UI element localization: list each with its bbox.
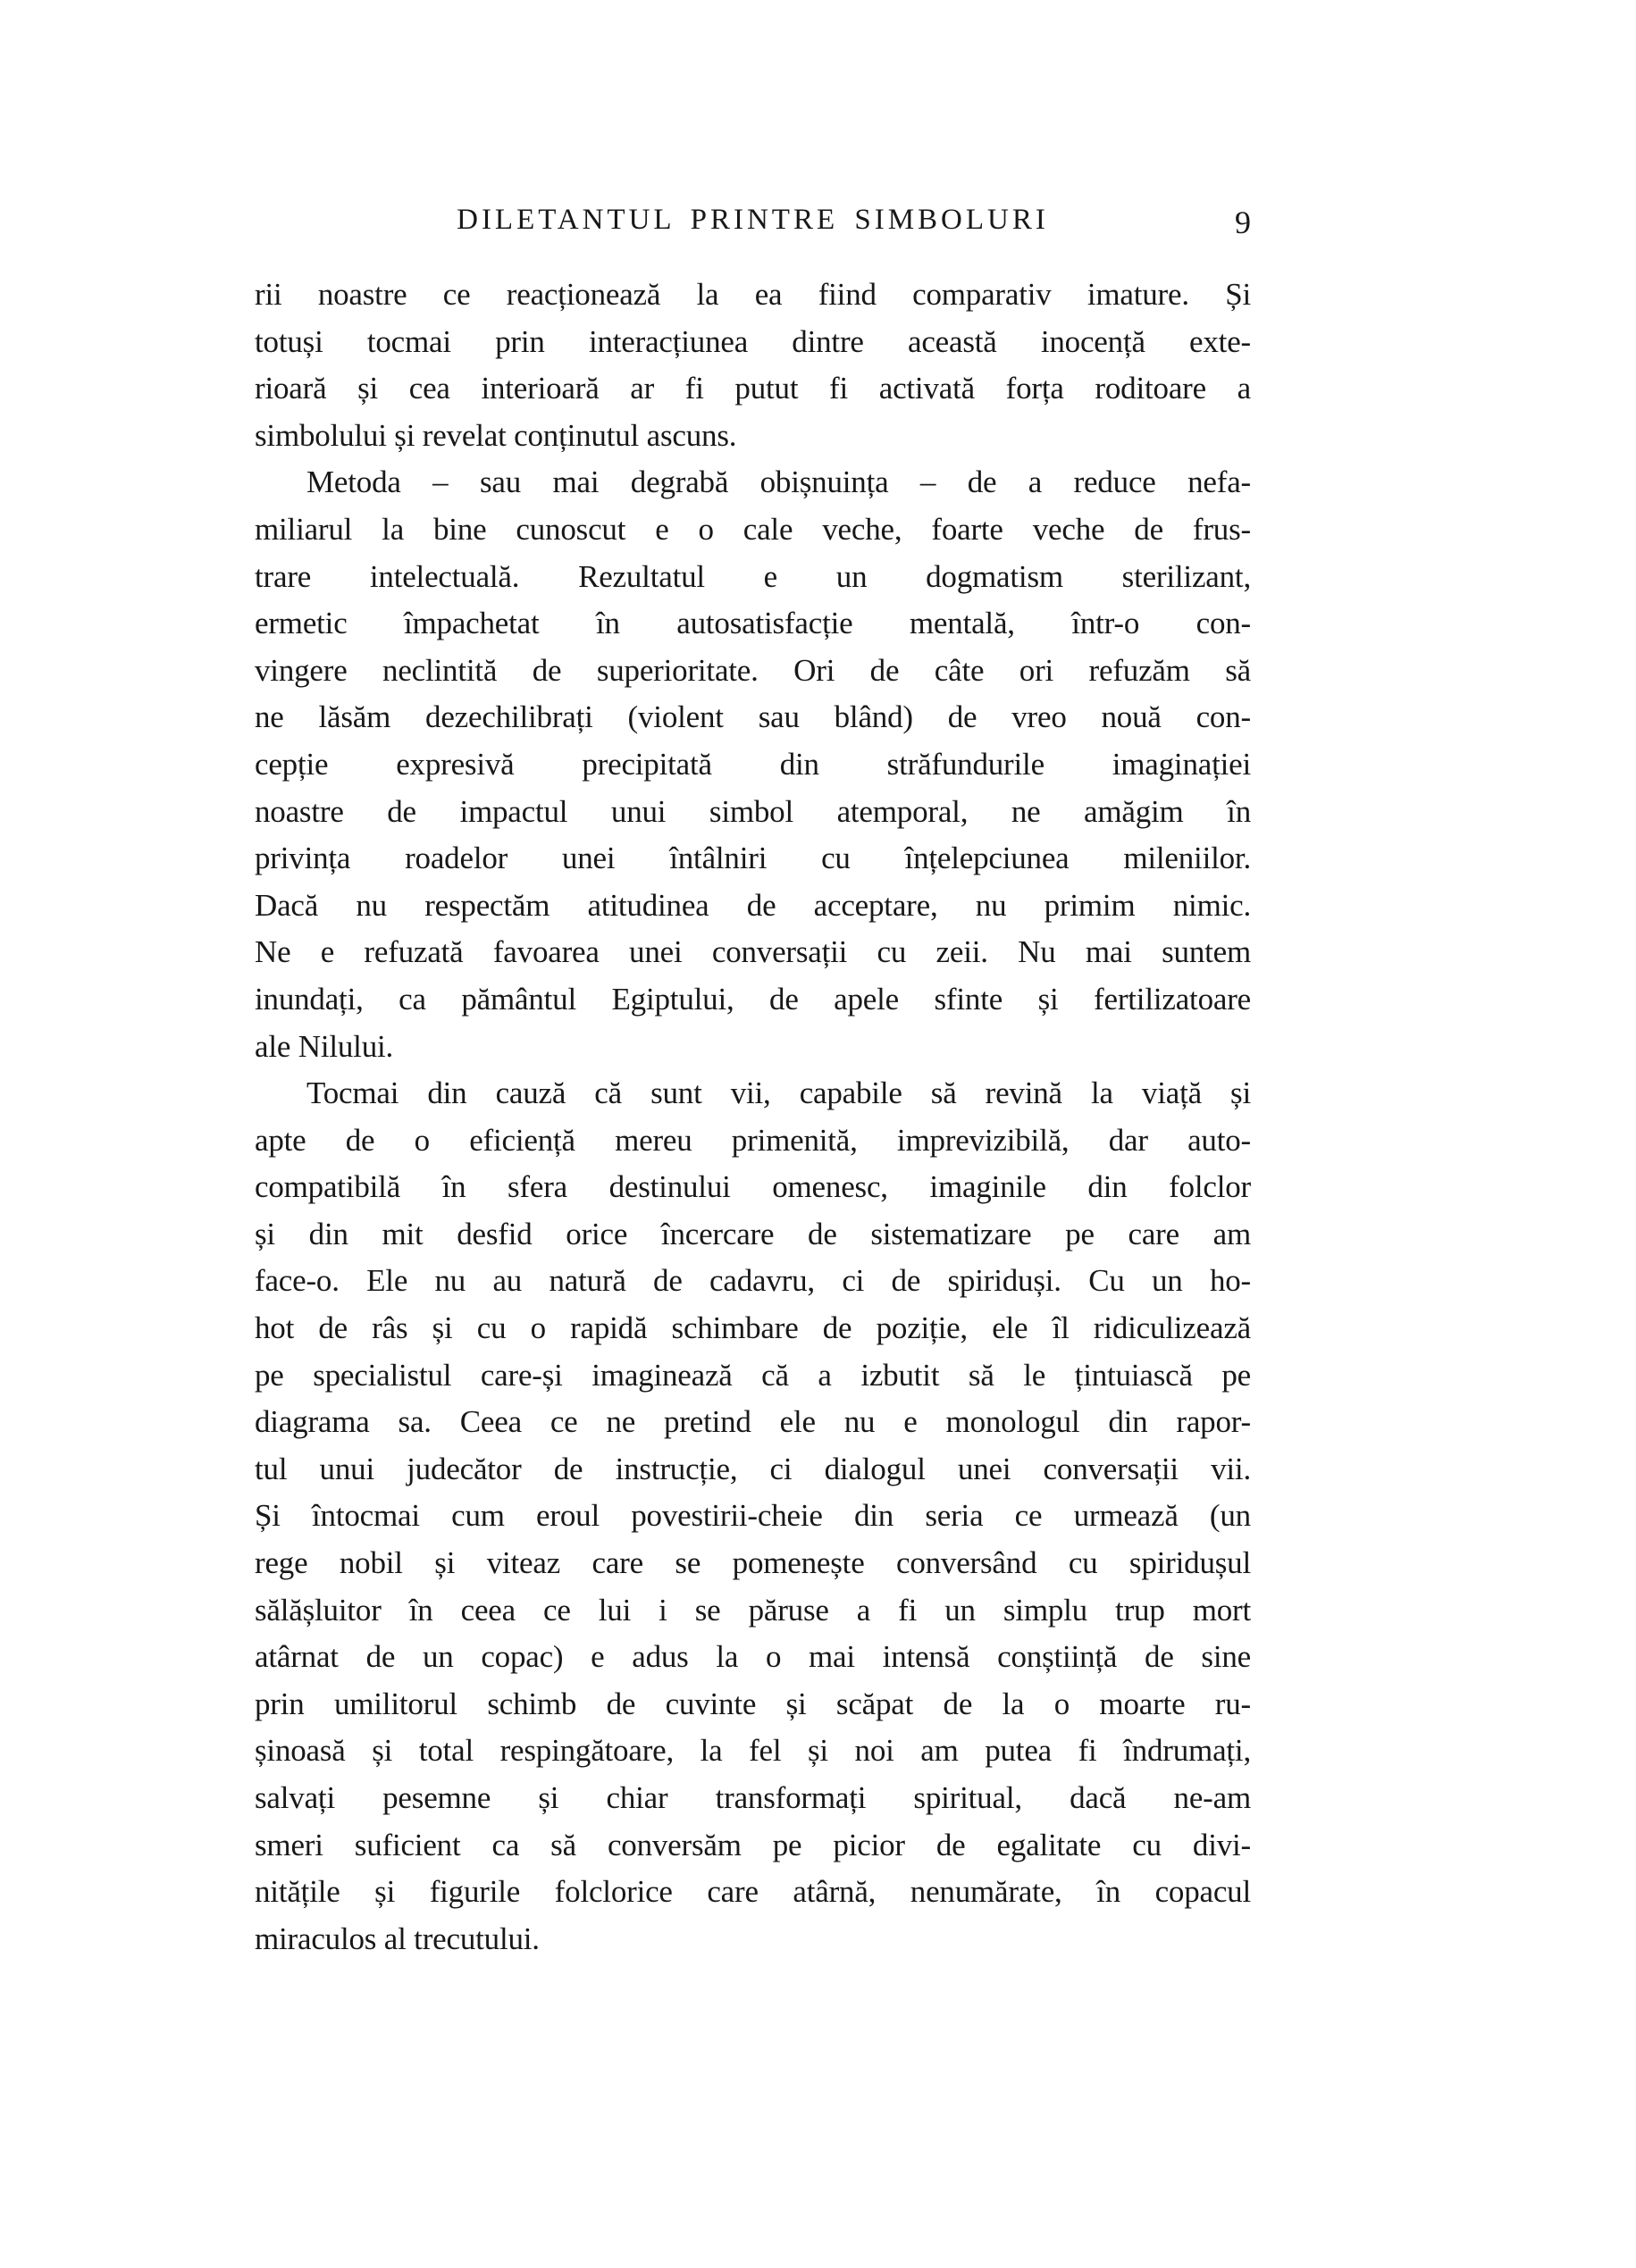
text-line: pe specialistul care-și imaginează că a izbutit să le țintuiască pe [255, 1357, 1251, 1393]
text-line: inundați, ca pământul Egiptului, de apele sfinte și fertilizatoare [255, 981, 1251, 1017]
text-line: trare intelectuală. Rezultatul e un dogmatism sterilizant, [255, 558, 1251, 594]
text-line: șinoasă și total respingătoare, la fel și noi am putea fi îndrumați, [255, 1733, 1251, 1769]
text-line: Ne e refuzată favoarea unei conversații cu zeii. Nu mai suntem [255, 934, 1251, 970]
text-line: și din mit desfid orice încercare de sistematizare pe care am [255, 1216, 1251, 1251]
running-header-title: DILETANTUL PRINTRE SIMBOLURI [457, 204, 1049, 236]
text-line: salvați pesemne și chiar transformați spiritual, dacă ne-am [255, 1780, 1251, 1815]
text-line: privința roadelor unei întâlniri cu înțelepciunea mileniilor. [255, 841, 1251, 876]
page-header [255, 204, 1251, 243]
text-line: rioară și cea interioară ar fi putut fi activată forța roditoare a [255, 371, 1251, 406]
text-line: hot de râs și cu o rapidă schimbare de poziție, ele îl ridiculizează [255, 1310, 1251, 1346]
text-line: tul unui judecător de instrucție, ci dialogul unei conversații vii. [255, 1451, 1251, 1486]
text-line: sălășluitor în ceea ce lui i se păruse a fi un simplu trup mort [255, 1592, 1251, 1628]
text-line: ne lăsăm dezechilibrați (violent sau blând) de vreo nouă con- [255, 699, 1251, 735]
text-line: rii noastre ce reacționează la ea fiind comparativ imature. Și [255, 277, 1251, 312]
text-line: totuși tocmai prin interacțiunea dintre această inocență exte- [255, 323, 1251, 359]
text-line: vingere neclintită de superioritate. Ori de câte ori refuzăm să [255, 652, 1251, 688]
paragraph [255, 459, 1251, 1070]
text-line: noastre de impactul unui simbol atemporal, ne amăgim în [255, 793, 1251, 829]
text-line: face-o. Ele nu au natură de cadavru, ci de spiriduși. Cu un ho- [255, 1263, 1251, 1299]
text-line: Metoda – sau mai degrabă obișnuința – de a reduce nefa- [306, 464, 1251, 500]
text-line: rege nobil și viteaz care se pomenește conversând cu spiridușul [255, 1545, 1251, 1581]
text-line: Dacă nu respectăm atitudinea de acceptare, nu primim nimic. [255, 887, 1251, 923]
text-line: miraculos al trecutului. [255, 1921, 540, 1956]
paragraph [255, 1070, 1251, 1963]
text-line: smeri suficient ca să conversăm pe picior de egalitate cu divi- [255, 1827, 1251, 1862]
text-line: ermetic împachetat în autosatisfacție mentală, într-o con- [255, 606, 1251, 641]
text-line: compatibilă în sfera destinului omenesc, imaginile din folclor [255, 1169, 1251, 1205]
text-line: simbolului și revelat conținutul ascuns. [255, 417, 737, 453]
text-line: apte de o eficiență mereu primenită, imprevizibilă, dar auto- [255, 1122, 1251, 1158]
text-line: miliarul la bine cunoscut e o cale veche, foarte veche de frus- [255, 511, 1251, 547]
text-line: atârnat de un copac) e adus la o mai intensă conștiință de sine [255, 1639, 1251, 1675]
text-line: Și întocmai cum eroul povestirii-cheie din seria ce urmează (un [255, 1498, 1251, 1534]
paragraph [255, 272, 1251, 459]
text-line: Tocmai din cauză că sunt vii, capabile să revină la viață și [306, 1075, 1251, 1111]
text-line: diagrama sa. Ceea ce ne pretind ele nu e monologul din rapor- [255, 1404, 1251, 1440]
text-line: nitățile și figurile folclorice care atârnă, nenumărate, în copacul [255, 1874, 1251, 1910]
text-line: prin umilitorul schimb de cuvinte și scăpat de la o moarte ru- [255, 1686, 1251, 1721]
text-line: cepție expresivă precipitată din străfundurile imaginației [255, 746, 1251, 782]
page-number: 9 [1235, 205, 1251, 240]
text-line: ale Nilului. [255, 1028, 394, 1064]
page-body [255, 272, 1251, 1963]
